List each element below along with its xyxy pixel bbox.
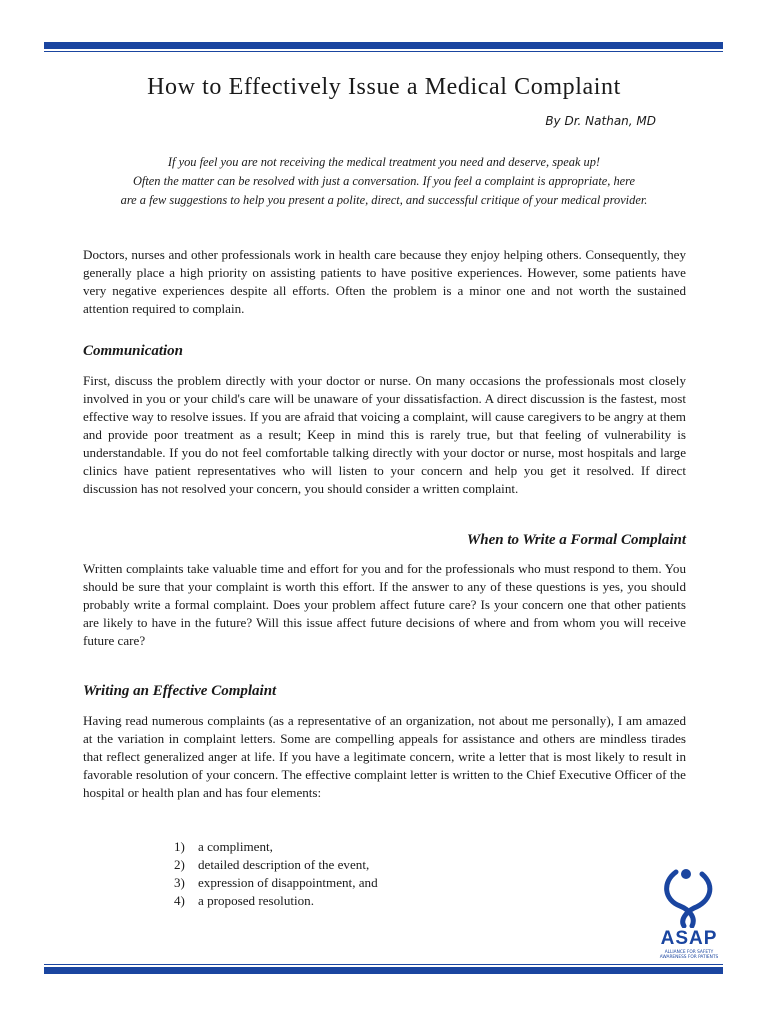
bottom-rule [44,964,723,974]
heading-communication: Communication [83,343,184,359]
list-item [174,856,378,874]
when-paragraph: Written complaints take valuable time and effort for you and for the professionals who must respond to them. You should be sure that your complaint is worth this effort. If the answer to any of these questions is yes, you should probably write a formal complaint. Does your problem affect future care? Is your concern one that other patients are likely to have in the future? Will this issue affect future decisions of where and from whom you will receive future care? [83,561,686,648]
list-item [174,874,378,892]
page-title: How to Effectively Issue a Medical Complaint [147,74,621,100]
opening-paragraph: Doctors, nurses and other professionals work in health care because they enjoy helping others. Consequently, they generally place a high priority on assisting patients to have positive experiences. However, some patients have very negative experiences despite all efforts. Often the problem is a minor one and not worth the sustained attention required to complain. [83,247,686,316]
list-number: 4) [174,893,185,908]
elements-list [174,838,378,910]
logo-tagline-line: ALLIANCE FOR SAFETY [664,950,714,955]
list-number: 2) [174,857,185,872]
heading-writing-complaint: Writing an Effective Complaint [83,683,277,699]
intro-line: Often the matter can be resolved with just a conversation. If you feel a complaint is appropriate, here [132,174,636,188]
logo-tagline-line: AWARENESS FOR PATIENTS [659,955,719,960]
list-item [174,892,378,910]
list-number: 1) [174,839,185,854]
list-text: a compliment, [198,839,273,854]
heading-when-to-write: When to Write a Formal Complaint [466,532,686,548]
list-number: 3) [174,875,185,890]
list-item [174,838,378,856]
top-rule [44,42,723,52]
communication-paragraph: First, discuss the problem directly with your doctor or nurse. On many occasions the professionals most closely involved in you or your child's care will be unaware of your dissatisfaction. A direct discussion is the fastest, most effective way to resolve issues. If you are afraid that voicing a complaint, will cause caregivers to be angry at them and provide poor treatment as a result; Keep in mind this is rarely true, but that feeling of vulnerability is understandable. If you do not feel comfortable talking directly with your doctor or nurse, most hospitals and large clinics have patient representatives who will listen to your concern and help you get it resolved. If direct discussion has not resolved your concern, you should consider a written complaint. [83,373,686,496]
list-text: a proposed resolution. [198,893,315,908]
asap-logo [648,866,730,964]
intro-line: are a few suggestions to help you present a polite, direct, and successful critique of your medical provider. [120,193,648,207]
list-text: detailed description of the event, [198,857,370,872]
logo-tagline [648,950,730,960]
intro [70,153,698,210]
intro-line: If you feel you are not receiving the medical treatment you need and deserve, speak up! [167,155,601,169]
byline: By Dr. Nathan, MD [545,114,656,128]
logo-name: ASAP [660,928,718,949]
writing-paragraph: Having read numerous complaints (as a representative of an organization, not about me personally), I am amazed at the variation in complaint letters. Some are compelling appeals for assistance and others are mindless tirades that reflect generalized anger at life. If you have a legitimate concern, write a letter that is most likely to result in favorable resolution of your concern. The effective complaint letter is written to the Chief Executive Officer of the hospital or health plan and has four elements: [83,713,686,800]
figure-icon [656,866,722,928]
list-text: expression of disappointment, and [198,875,378,890]
